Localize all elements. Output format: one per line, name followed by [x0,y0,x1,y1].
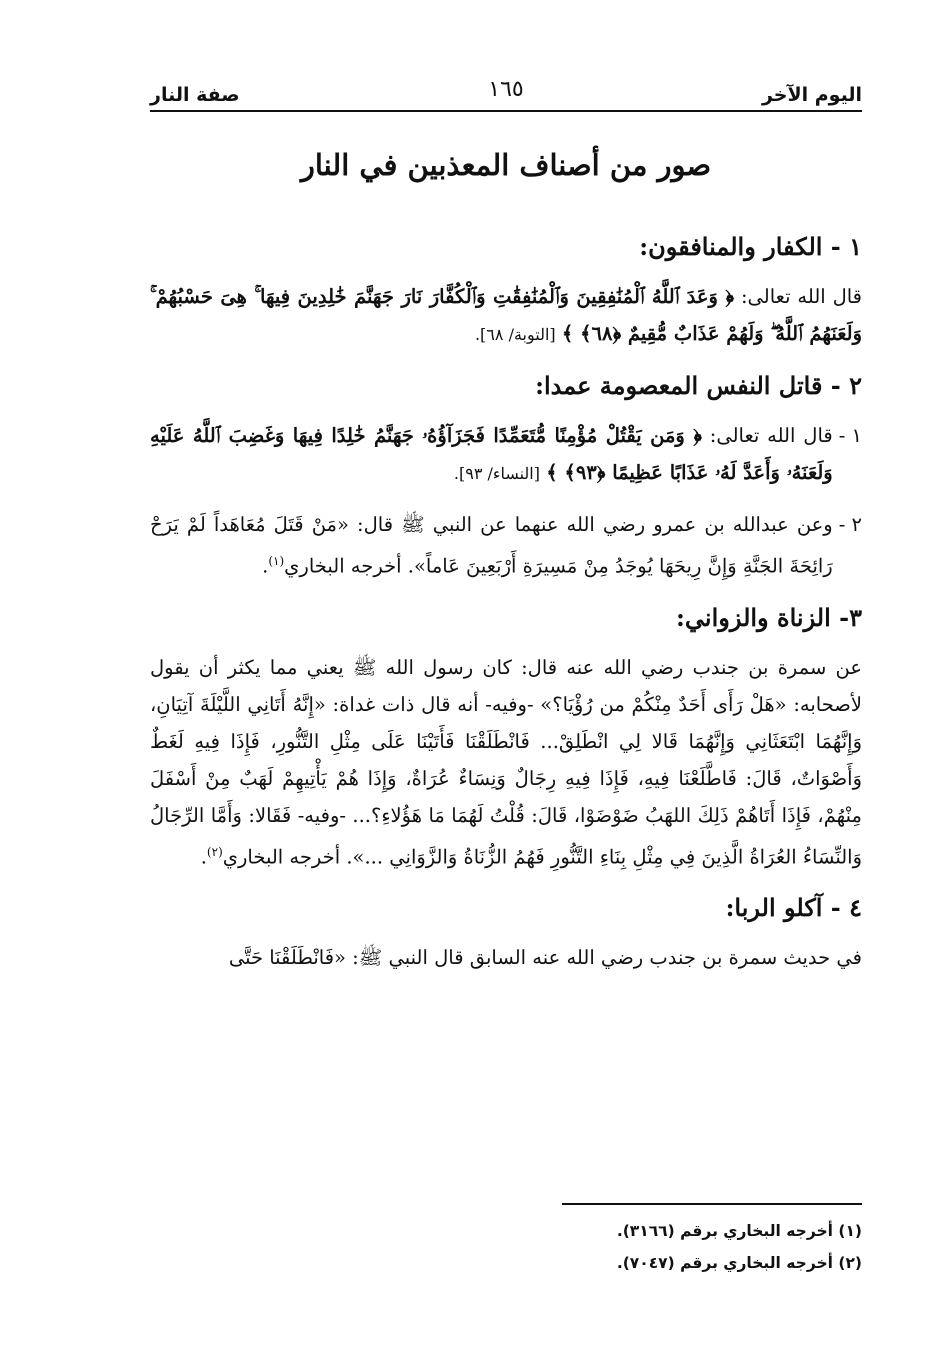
verse-reference: [النساء/ ٩٣]. [453,464,540,483]
footnote-marker[interactable]: (١) [268,554,285,568]
footnote: (١) أخرجه البخاري برقم (٣١٦٦). [616,1222,862,1240]
quran-verse: ﴿ وَمَن يَقْتُلْ مُؤْمِنًا مُّتَعَمِّدًا فَجَزَآؤُهُۥ جَهَنَّمُ خَٰلِدًا فِيهَا وَغَضِبَ ٱللَّهُ عَلَيْهِ وَلَعَنَهُۥ وَأَعَدَّ لَهُۥ عَذَابًا عَظِيمًا ﴿٩٣﴾ ﴾ [150,424,833,484]
footnote: (٢) أخرجه البخاري برقم (٧٠٤٧). [616,1254,862,1272]
section-heading-murderer: ٢ - قاتل النفس المعصومة عمدا: [535,371,862,400]
section-heading-adulterers: ٣- الزناة والزواني: [676,602,862,632]
header-chapter-title: صفة النار [150,84,240,106]
section-text-disbelievers [150,278,862,353]
section-heading-disbelievers: ١ - الكفار والمنافقون: [639,232,862,261]
page-title: صور من أصناف المعذبين في النار [300,148,712,182]
section-heading-usury: ٤ - آكلو الربا: [725,893,862,922]
hadith-text: وعن عبدالله بن عمرو رضي الله عنهما عن النبي ﷺ قال: «مَنْ قَتَلَ مُعَاهَداً لَمْ يَرَحْ رَائِحَةَ الجَنَّةِ وَإِنَّ رِيحَهَا يُوجَدُ مِنْ مَسِيرَةِ أَرْبَعِينَ عَاماً». أخرجه البخاري [150,513,833,578]
quote-intro: قال الله تعالى: [701,424,833,447]
item-number: ١ - [838,424,862,447]
sentence-end: . [262,554,269,578]
section-text-usury: في حديث سمرة بن جندب رضي الله عنه السابق قال النبي ﷺ: «فَانْطَلَقْنَا حَتَّى [228,946,862,969]
footnotes [150,1203,862,1279]
header-book-title: اليوم الآخر [761,84,862,106]
item-body [150,506,833,585]
quote-intro: قال الله تعالى: [734,285,862,308]
quran-verse: ﴿ وَعَدَ ٱللَّهُ ٱلْمُنَٰفِقِينَ وَٱلْمُنَٰفِقَٰتِ وَٱلْكُفَّارَ نَارَ جَهَنَّمَ خَٰلِدِينَ فِيهَا ۚ هِىَ حَسْبُهُمْ ۚ وَلَعَنَهُمُ ٱللَّهُ ۖ وَلَهُمْ عَذَابٌ مُّقِيمٌ ﴿٦٨﴾ ﴾ [150,285,862,345]
main-content [150,228,862,990]
sentence-end: . [200,845,207,868]
list-item [150,417,862,492]
hadith-text: عن سمرة بن جندب رضي الله عنه قال: كان رسول الله ﷺ يعني مما يكثر أن يقول لأصحابه: «هَلْ رَأَى أَحَدٌ مِنْكُمْ من رُؤْيَا؟» -وفيه- أنه قال ذات غداة: «إِنَّهُ أَتَانِي اللَّيْلَةَ آتِيَانِ، وَإِنَّهُمَا ابْتَعَثَانِي وَإِنَّهُمَا قَالا لِي انْطَلِقْ... فَانْطَلَقْنَا فَأَتَيْنَا عَلَى مِثْلِ التَّنُّورِ، فَإِذَا فِيهِ لَغَطٌ وَأَصْوَاتٌ، قَالَ: فَاطَّلَعْنَا فِيهِ، فَإِذَا فِيهِ رِجَالٌ وَنِسَاءٌ عُرَاةٌ، وَإِذَا هُمْ يَأْتِيهِمْ لَهَبٌ مِنْ أَسْفَلَ مِنْهُمْ، فَإِذَا أَتَاهُمْ ذَلِكَ اللهَبُ ضَوْضَوْا، قَالَ: قُلْتُ لَهُمَا مَا هَؤُلاءِ؟... -وفيه- فَقَالا: وَأَمَّا الرِّجَالُ وَالنِّسَاءُ العُرَاةُ الَّذِينَ فِي مِثْلِ بِنَاءِ التَّنُّورِ فَهُمُ الزُّنَاةُ وَالزَّوَانِي ...». أخرجه البخاري [150,655,862,868]
item-number: ٢ - [838,513,862,536]
section-text-adulterers [150,649,862,876]
running-header [150,78,862,112]
footnote-marker[interactable]: (٢) [206,844,223,859]
footnote-divider [562,1203,862,1205]
list-item [150,506,862,585]
item-body [150,417,833,492]
verse-reference: [التوبة/ ٦٨]. [474,325,556,344]
page-number: ١٦٥ [488,77,524,102]
